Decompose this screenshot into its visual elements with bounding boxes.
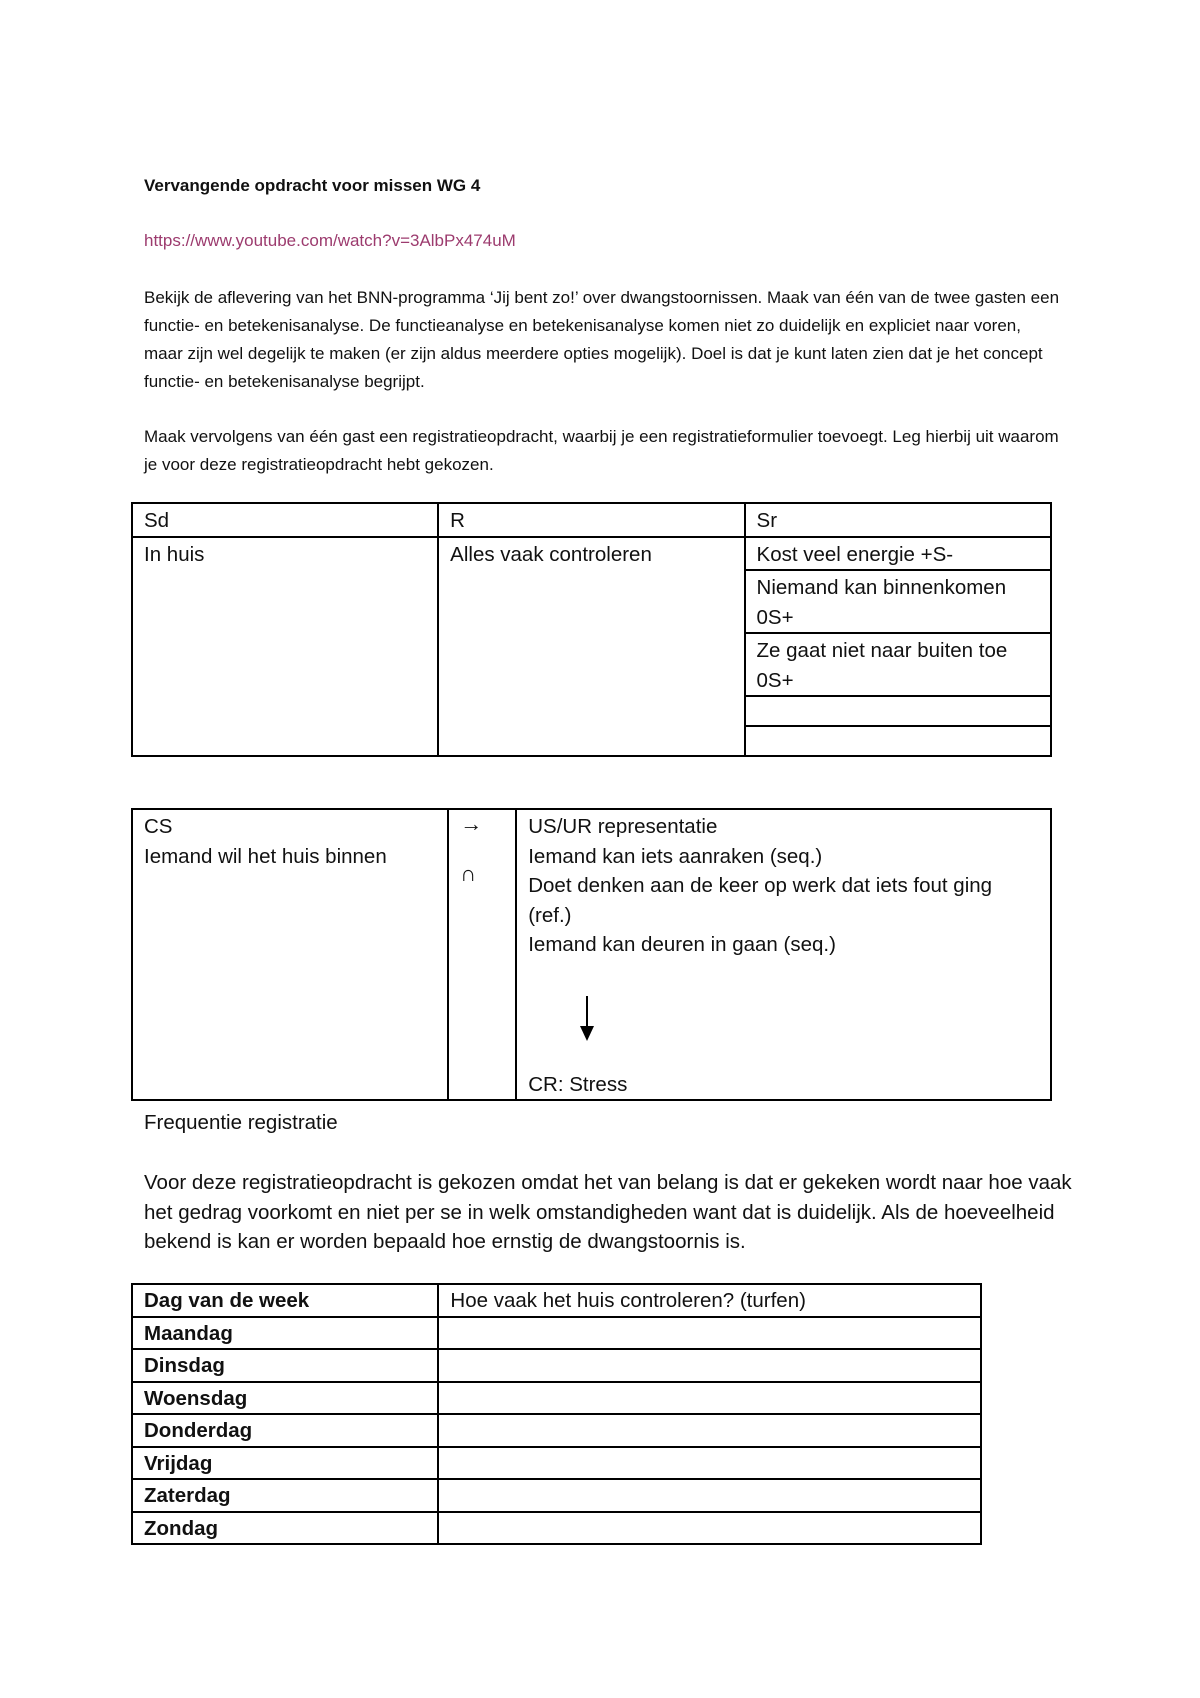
header-r: R bbox=[438, 503, 744, 537]
tally-cell[interactable] bbox=[438, 1447, 981, 1480]
intersection-icon: ∩ bbox=[460, 861, 477, 886]
header-day: Dag van de week bbox=[132, 1284, 438, 1317]
day-cell: Zondag bbox=[132, 1512, 438, 1545]
table-row bbox=[132, 1317, 981, 1350]
explanation-paragraph: Voor deze registratieopdracht is gekozen omdat het van belang is dat er gekeken wordt naar hoe vaak het gedrag voorkomt en niet per se in welk omstandigheden want dat is duidelijk. Als de hoeveelheid bekend is kan er worden bepaald hoe ernstig de dwangstoornis is. bbox=[144, 1171, 1072, 1253]
us-ur-line: Doet denken aan de keer op werk dat iets fout ging (ref.) bbox=[528, 874, 993, 927]
day-cell: Zaterdag bbox=[132, 1479, 438, 1512]
cell-sr-1: Kost veel energie +S- bbox=[745, 537, 1051, 571]
header-sd: Sd bbox=[132, 503, 438, 537]
table-row bbox=[132, 1349, 981, 1382]
us-ur-line: Iemand kan deuren in gaan (seq.) bbox=[528, 933, 836, 956]
day-cell: Donderdag bbox=[132, 1414, 438, 1447]
table-row bbox=[132, 1447, 981, 1480]
cell-sr-3: Ze gaat niet naar buiten toe 0S+ bbox=[745, 633, 1051, 696]
tally-cell[interactable] bbox=[438, 1414, 981, 1447]
tally-cell[interactable] bbox=[438, 1382, 981, 1415]
cr-label: CR: Stress bbox=[528, 1072, 628, 1096]
document-title: Vervangende opdracht voor missen WG 4 bbox=[144, 176, 481, 195]
table-row bbox=[132, 1414, 981, 1447]
header-sr: Sr bbox=[745, 503, 1051, 537]
tally-cell[interactable] bbox=[438, 1349, 981, 1382]
tally-cell[interactable] bbox=[438, 1479, 981, 1512]
cs-label: CS bbox=[144, 815, 173, 838]
cell-sr-5 bbox=[745, 726, 1051, 756]
cs-text: Iemand wil het huis binnen bbox=[144, 844, 387, 868]
table-row bbox=[132, 1512, 981, 1545]
cell-sr-2: Niemand kan binnenkomen 0S+ bbox=[745, 570, 1051, 633]
table-row bbox=[132, 1479, 981, 1512]
day-cell: Woensdag bbox=[132, 1382, 438, 1415]
day-cell: Maandag bbox=[132, 1317, 438, 1350]
day-cell: Dinsdag bbox=[132, 1349, 438, 1382]
cell-r: Alles vaak controleren bbox=[438, 537, 744, 757]
arrow-down-icon bbox=[577, 996, 597, 1042]
day-cell: Vrijdag bbox=[132, 1447, 438, 1480]
tally-cell[interactable] bbox=[438, 1512, 981, 1545]
instruction-paragraph-2: Maak vervolgens van één gast een registratieopdracht, waarbij je een registratieformulier toevoegt. Leg hierbij uit waarom je voor deze registratieopdracht hebt gekozen. bbox=[144, 427, 1059, 474]
cell-sr-4 bbox=[745, 696, 1051, 726]
arrow-right-icon: → bbox=[460, 811, 483, 836]
youtube-link[interactable]: https://www.youtube.com/watch?v=3AlbPx474uM bbox=[144, 231, 516, 250]
symbol-cell bbox=[448, 809, 516, 1100]
frequency-heading: Frequentie registratie bbox=[144, 1111, 338, 1134]
us-ur-label: US/UR representatie bbox=[528, 815, 718, 838]
us-ur-cell bbox=[516, 809, 1051, 1100]
function-table-header-row bbox=[132, 503, 1051, 537]
cs-cell bbox=[132, 809, 448, 1100]
registration-header-row bbox=[132, 1284, 981, 1317]
meaning-analysis-table bbox=[131, 808, 1052, 1101]
instruction-paragraph-1: Bekijk de aflevering van het BNN-programma ‘Jij bent zo!’ over dwangstoornissen. Maak van één van de twee gasten een functie- en betekenisanalyse. De functieanalyse en betekenisanalyse komen niet zo duidelijk en expliciet naar voren, maar zijn wel degelijk te maken (er zijn aldus meerdere opties mogelijk). Doel is dat je kunt laten zien dat je het concept functie- en betekenisanalyse begrijpt. bbox=[144, 288, 1060, 391]
function-analysis-table bbox=[131, 502, 1052, 757]
tally-cell[interactable] bbox=[438, 1317, 981, 1350]
table-row bbox=[132, 1382, 981, 1415]
header-count: Hoe vaak het huis controleren? (turfen) bbox=[438, 1284, 981, 1317]
cell-sd: In huis bbox=[132, 537, 438, 757]
function-table-row bbox=[132, 537, 1051, 571]
registration-table bbox=[131, 1283, 982, 1545]
us-ur-line: Iemand kan iets aanraken (seq.) bbox=[528, 844, 823, 868]
